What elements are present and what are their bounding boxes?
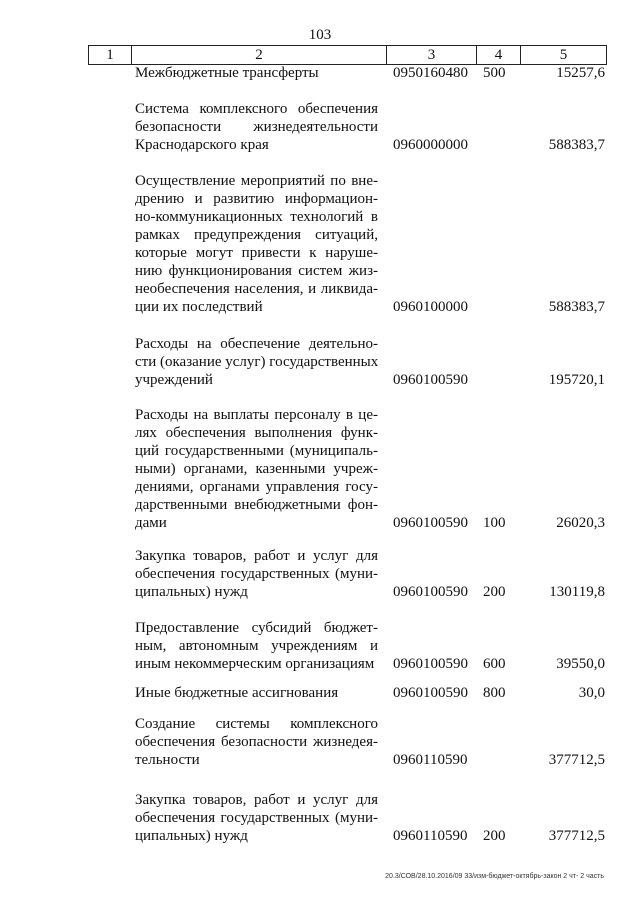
- description-line: ций государственными (муниципаль-: [135, 443, 378, 459]
- description-line: сти (оказание услуг) государственных: [135, 354, 379, 370]
- description-line: ции их последствий: [135, 299, 263, 315]
- description-line: ципальных) нужд: [135, 828, 248, 844]
- row-code: 0960110590: [393, 752, 468, 768]
- description-line: Создание системы комплексного: [135, 716, 378, 732]
- row-description: [135, 791, 378, 845]
- row-amount: 195720,1: [548, 372, 605, 388]
- description-line: дрению и развитию информацион-: [135, 191, 378, 207]
- page-number: 103: [308, 27, 332, 43]
- description-line: которые могут привести к наруше-: [135, 245, 378, 261]
- row-code: 0960000000: [393, 137, 468, 153]
- description-line: Система комплексного обеспечения: [135, 101, 378, 117]
- column-header-table: [88, 45, 607, 65]
- row-expense-type: 200: [483, 584, 506, 600]
- row-description: [135, 684, 378, 702]
- row-description: [135, 406, 378, 532]
- description-line: Закупка товаров, работ и услуг для: [135, 792, 378, 808]
- row-amount: 588383,7: [548, 299, 605, 315]
- row-amount: 30,0: [578, 685, 605, 701]
- row-description: [135, 172, 378, 316]
- description-line: безопасности жизнедеятельности: [135, 119, 378, 135]
- column-header-3: 3: [387, 46, 477, 65]
- description-line: иным некоммерческим организациям: [135, 656, 375, 672]
- description-line: необеспечения населения, и ликвида-: [135, 281, 378, 297]
- row-description: [135, 100, 378, 154]
- row-expense-type: 800: [483, 685, 506, 701]
- description-line: учреждений: [135, 372, 213, 388]
- description-line: тельности: [135, 752, 200, 768]
- column-header-4: 4: [477, 46, 521, 65]
- description-line: обеспечения безопасности жизнедея-: [135, 734, 378, 750]
- row-code: 0960100590: [393, 584, 468, 600]
- description-line: дами: [135, 515, 167, 531]
- row-amount: 26020,3: [556, 515, 605, 531]
- row-code: 0960100590: [393, 656, 468, 672]
- row-code: 0960110590: [393, 828, 468, 844]
- description-line: ным, автономным учреждениям и: [135, 638, 378, 654]
- column-header-2: 2: [132, 46, 387, 65]
- row-code: 0960100590: [393, 372, 468, 388]
- description-line: но-коммуникационных технологий в: [135, 209, 378, 225]
- row-expense-type: 600: [483, 656, 506, 672]
- column-header-5: 5: [521, 46, 607, 65]
- row-amount: 588383,7: [548, 137, 605, 153]
- row-code: 0960100000: [393, 299, 468, 315]
- description-line: Краснодарского края: [135, 137, 269, 153]
- column-header-1: 1: [89, 46, 132, 65]
- row-expense-type: 200: [483, 828, 506, 844]
- row-expense-type: 500: [483, 65, 506, 81]
- description-line: лях обеспечения выполнения функ-: [135, 425, 378, 441]
- footer-file-path: 20.3/СОВ/28.10.2016/09 33/изм-бюджет-октябрь-закон 2 чт- 2 часть: [385, 873, 604, 880]
- description-line: Иные бюджетные ассигнования: [135, 685, 339, 701]
- description-line: Предоставление субсидий бюджет-: [135, 620, 378, 636]
- row-code: 0950160480: [393, 65, 468, 81]
- description-line: дениями, органами управления госу-: [135, 479, 378, 495]
- row-amount: 39550,0: [556, 656, 605, 672]
- row-description: [135, 715, 378, 769]
- description-line: Расходы на обеспечение деятельно-: [135, 336, 378, 352]
- description-line: обеспечения государственных (муни-: [135, 810, 378, 826]
- row-description: [135, 335, 378, 389]
- row-description: [135, 64, 378, 82]
- description-line: обеспечения государственных (муни-: [135, 566, 378, 582]
- description-line: Межбюджетные трансферты: [135, 65, 319, 81]
- row-code: 0960100590: [393, 515, 468, 531]
- description-line: нию функционирования систем жиз-: [135, 263, 378, 279]
- row-amount: 130119,8: [549, 584, 605, 600]
- description-line: Расходы на выплаты персоналу в це-: [135, 407, 378, 423]
- description-line: Закупка товаров, работ и услуг для: [135, 548, 378, 564]
- row-description: [135, 547, 378, 601]
- row-amount: 377712,5: [548, 752, 605, 768]
- row-expense-type: 100: [483, 515, 506, 531]
- row-amount: 15257,6: [556, 65, 605, 81]
- row-code: 0960100590: [393, 685, 468, 701]
- description-line: рамках предупреждения ситуаций,: [135, 227, 378, 243]
- description-line: дарственными внебюджетными фон-: [135, 497, 378, 513]
- description-line: ными) органами, казенными учреж-: [135, 461, 378, 477]
- description-line: ципальных) нужд: [135, 584, 248, 600]
- row-description: [135, 619, 378, 673]
- row-amount: 377712,5: [548, 828, 605, 844]
- description-line: Осуществление мероприятий по вне-: [135, 173, 378, 189]
